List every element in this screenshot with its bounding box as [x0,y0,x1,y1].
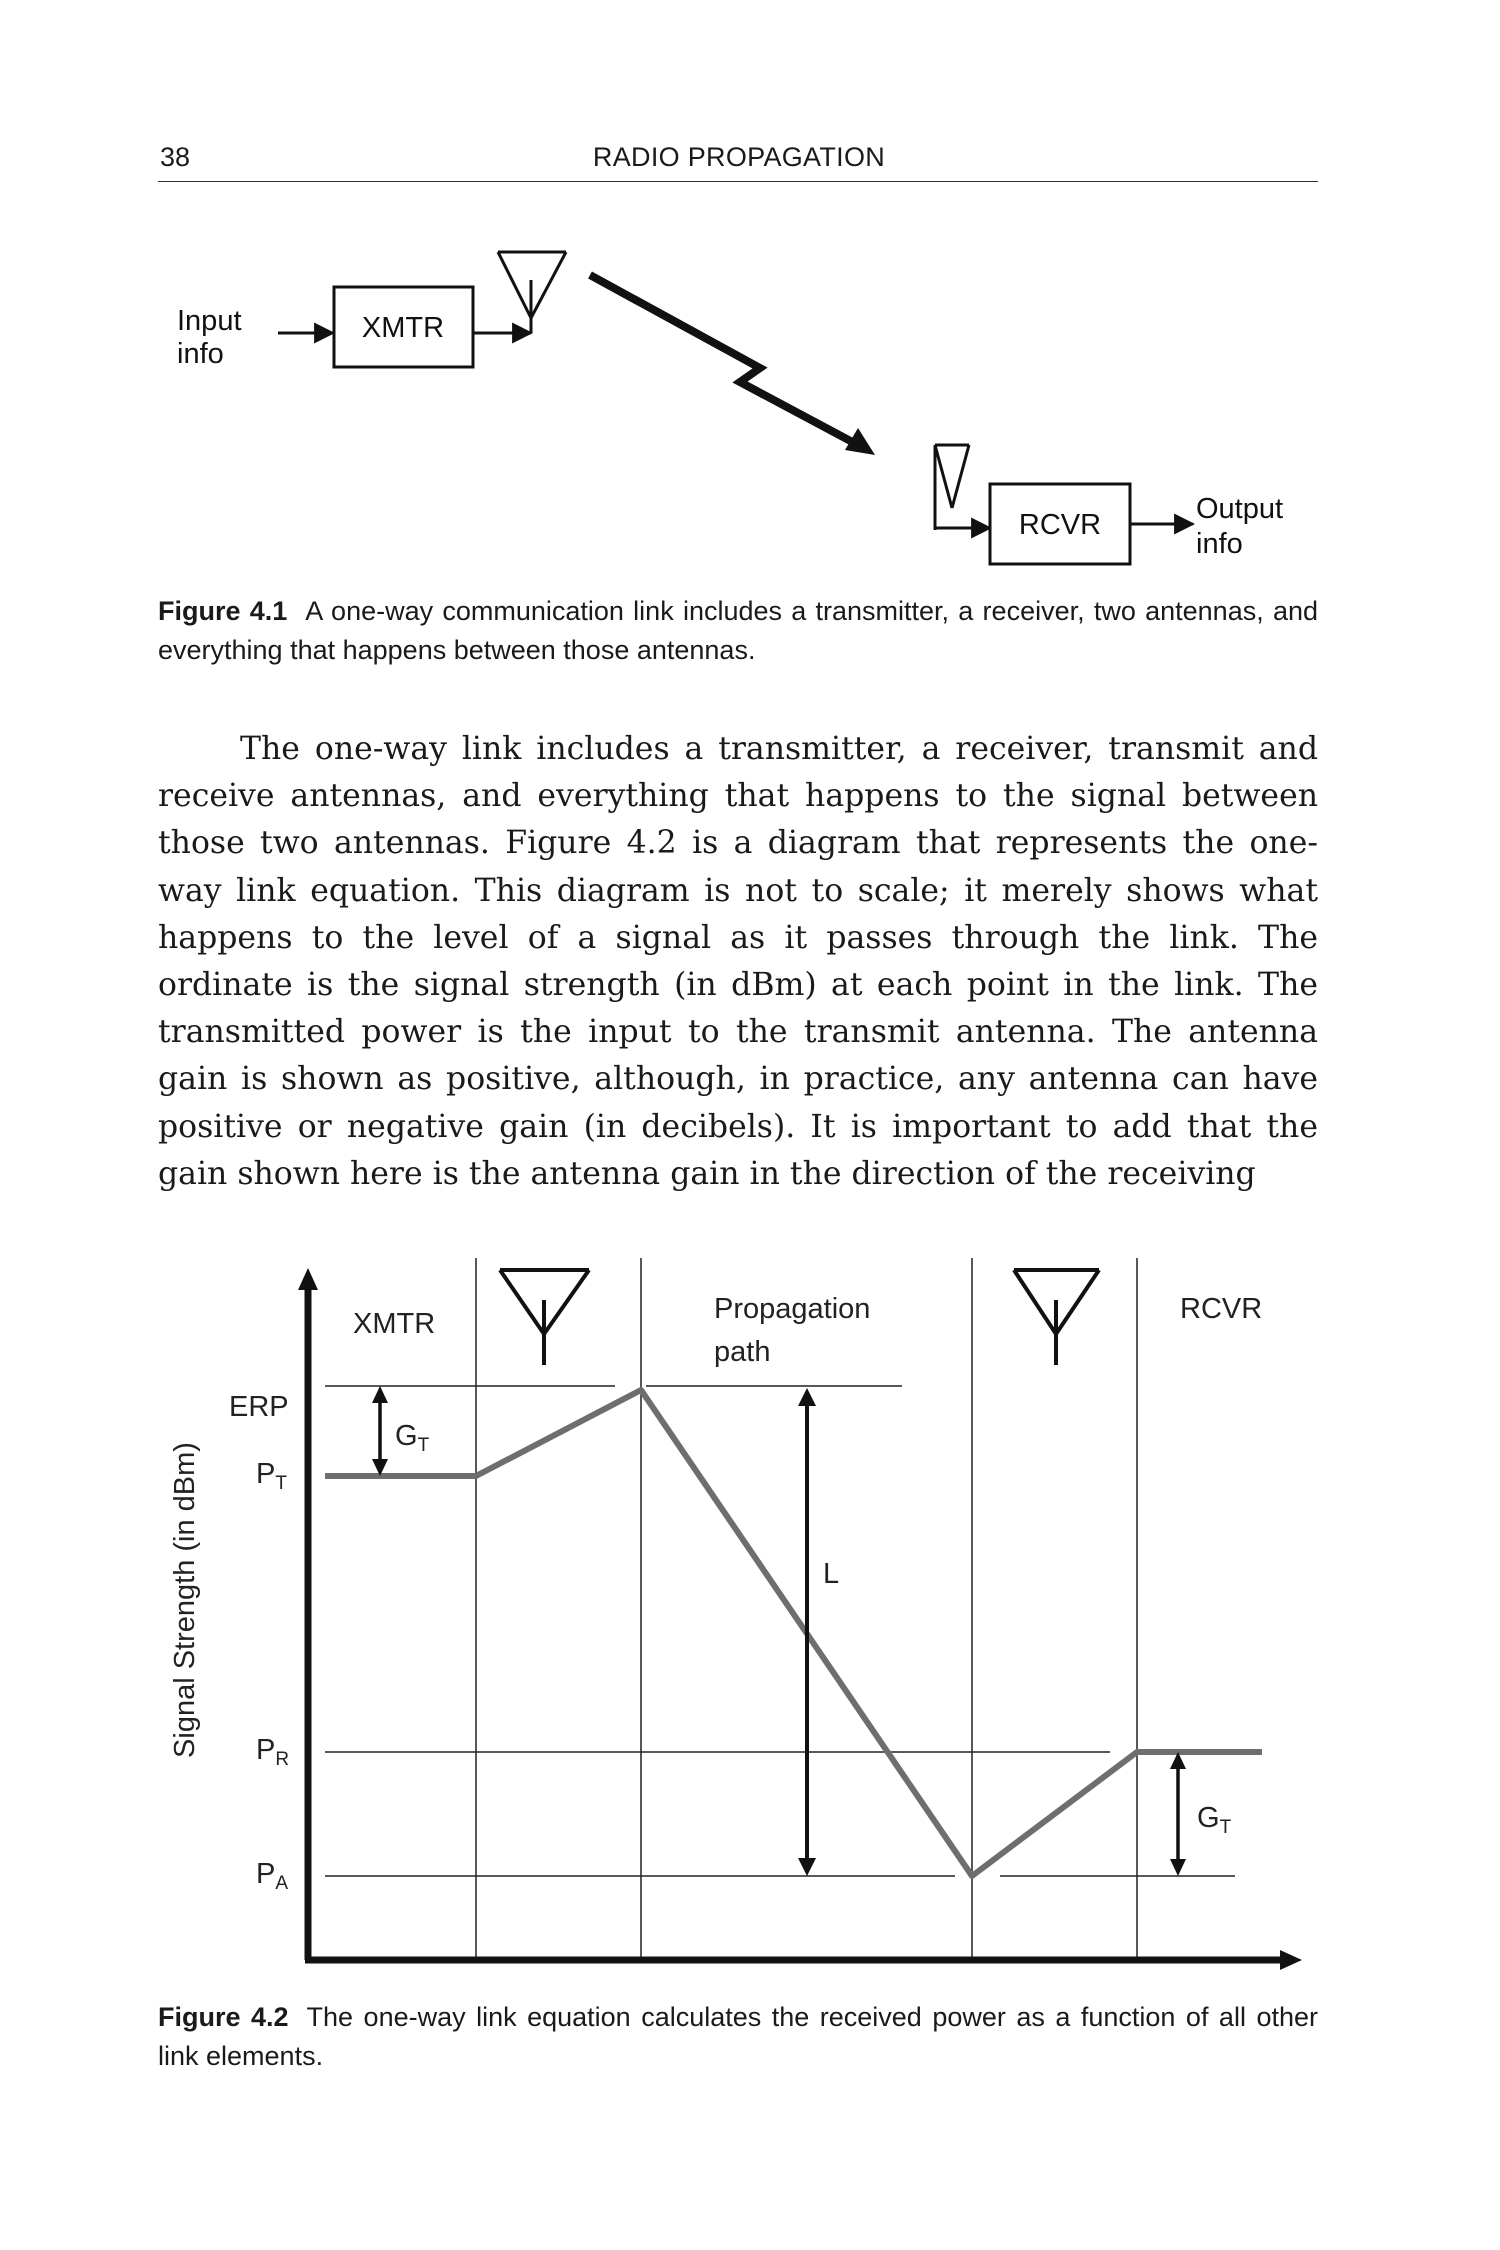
path-loss-arrow [798,1388,816,1876]
figure-4-1-caption-label: Figure 4.1 [158,596,288,626]
figure-4-2-caption-label: Figure 4.2 [158,2002,289,2032]
input-info-label-2: info [177,338,224,370]
figure-4-2-caption [158,1998,1318,2076]
tx-gain-arrow [372,1386,388,1476]
pa-label: $P_A$ [256,1858,289,1894]
reference-lines [325,1386,1235,1876]
path-loss-label: L [823,1558,840,1590]
page-number: 38 [160,142,191,172]
rx-gain-arrow [1170,1752,1186,1876]
y-axis-title: Signal Strength (in dBm) [169,1442,201,1758]
y-axis-arrowhead [298,1268,318,1290]
section-rcvr-label: RCVR [1180,1293,1263,1325]
tx-gain-label: $G_T$ [395,1420,430,1456]
input-info-label-1: Input [177,305,242,337]
transmit-antenna-icon [500,1270,589,1365]
signal-level-line [325,1390,1262,1876]
body-paragraph-text: The one-way link includes a transmitter, a receiver, transmit and receive antennas, and everything that happens to the signal between those two antennas. Figure 4.2 is a diagram that represents the one-way link equation. This diagram is not to scale; it merely shows what happens to the level of a signal as it passes through the link. The ordinate is the signal strength (in dBm) at each point in the link. The transmitted power is the input to the transmit antenna. The antenna gain is shown as positive, although, in practice, any antenna can have positive or negative gain (in decibels). It is important to add that the gain shown here is the antenna gain in the direction of the receiving [158,731,1318,1192]
receive-antenna-icon [1014,1270,1099,1365]
figure-4-2-caption-text: The one-way link equation calculates the received power as a function of all other link elements. [158,2002,1318,2071]
rx-gain-label: $G_T$ [1197,1802,1232,1838]
erp-label: ERP [229,1391,289,1423]
section-xmtr-label: XMTR [353,1308,436,1340]
rcvr-label: RCVR [1018,509,1102,541]
figure-4-1-caption-text: A one-way communication link includes a transmitter, a receiver, two antennas, and everything that happens between those antennas. [158,596,1319,665]
output-info-label-2: info [1196,528,1243,560]
running-head: RADIO PROPAGATION [592,142,886,172]
output-info-label-1: Output [1196,493,1284,525]
pt-label: $P_T$ [256,1458,287,1494]
x-axis-arrowhead [1280,1950,1302,1970]
xmtr-label: XMTR [361,312,445,344]
section-propagation-label-1: Propagation [714,1293,871,1325]
section-propagation-label-2: path [714,1336,771,1368]
pr-label: $P_R$ [256,1734,290,1770]
